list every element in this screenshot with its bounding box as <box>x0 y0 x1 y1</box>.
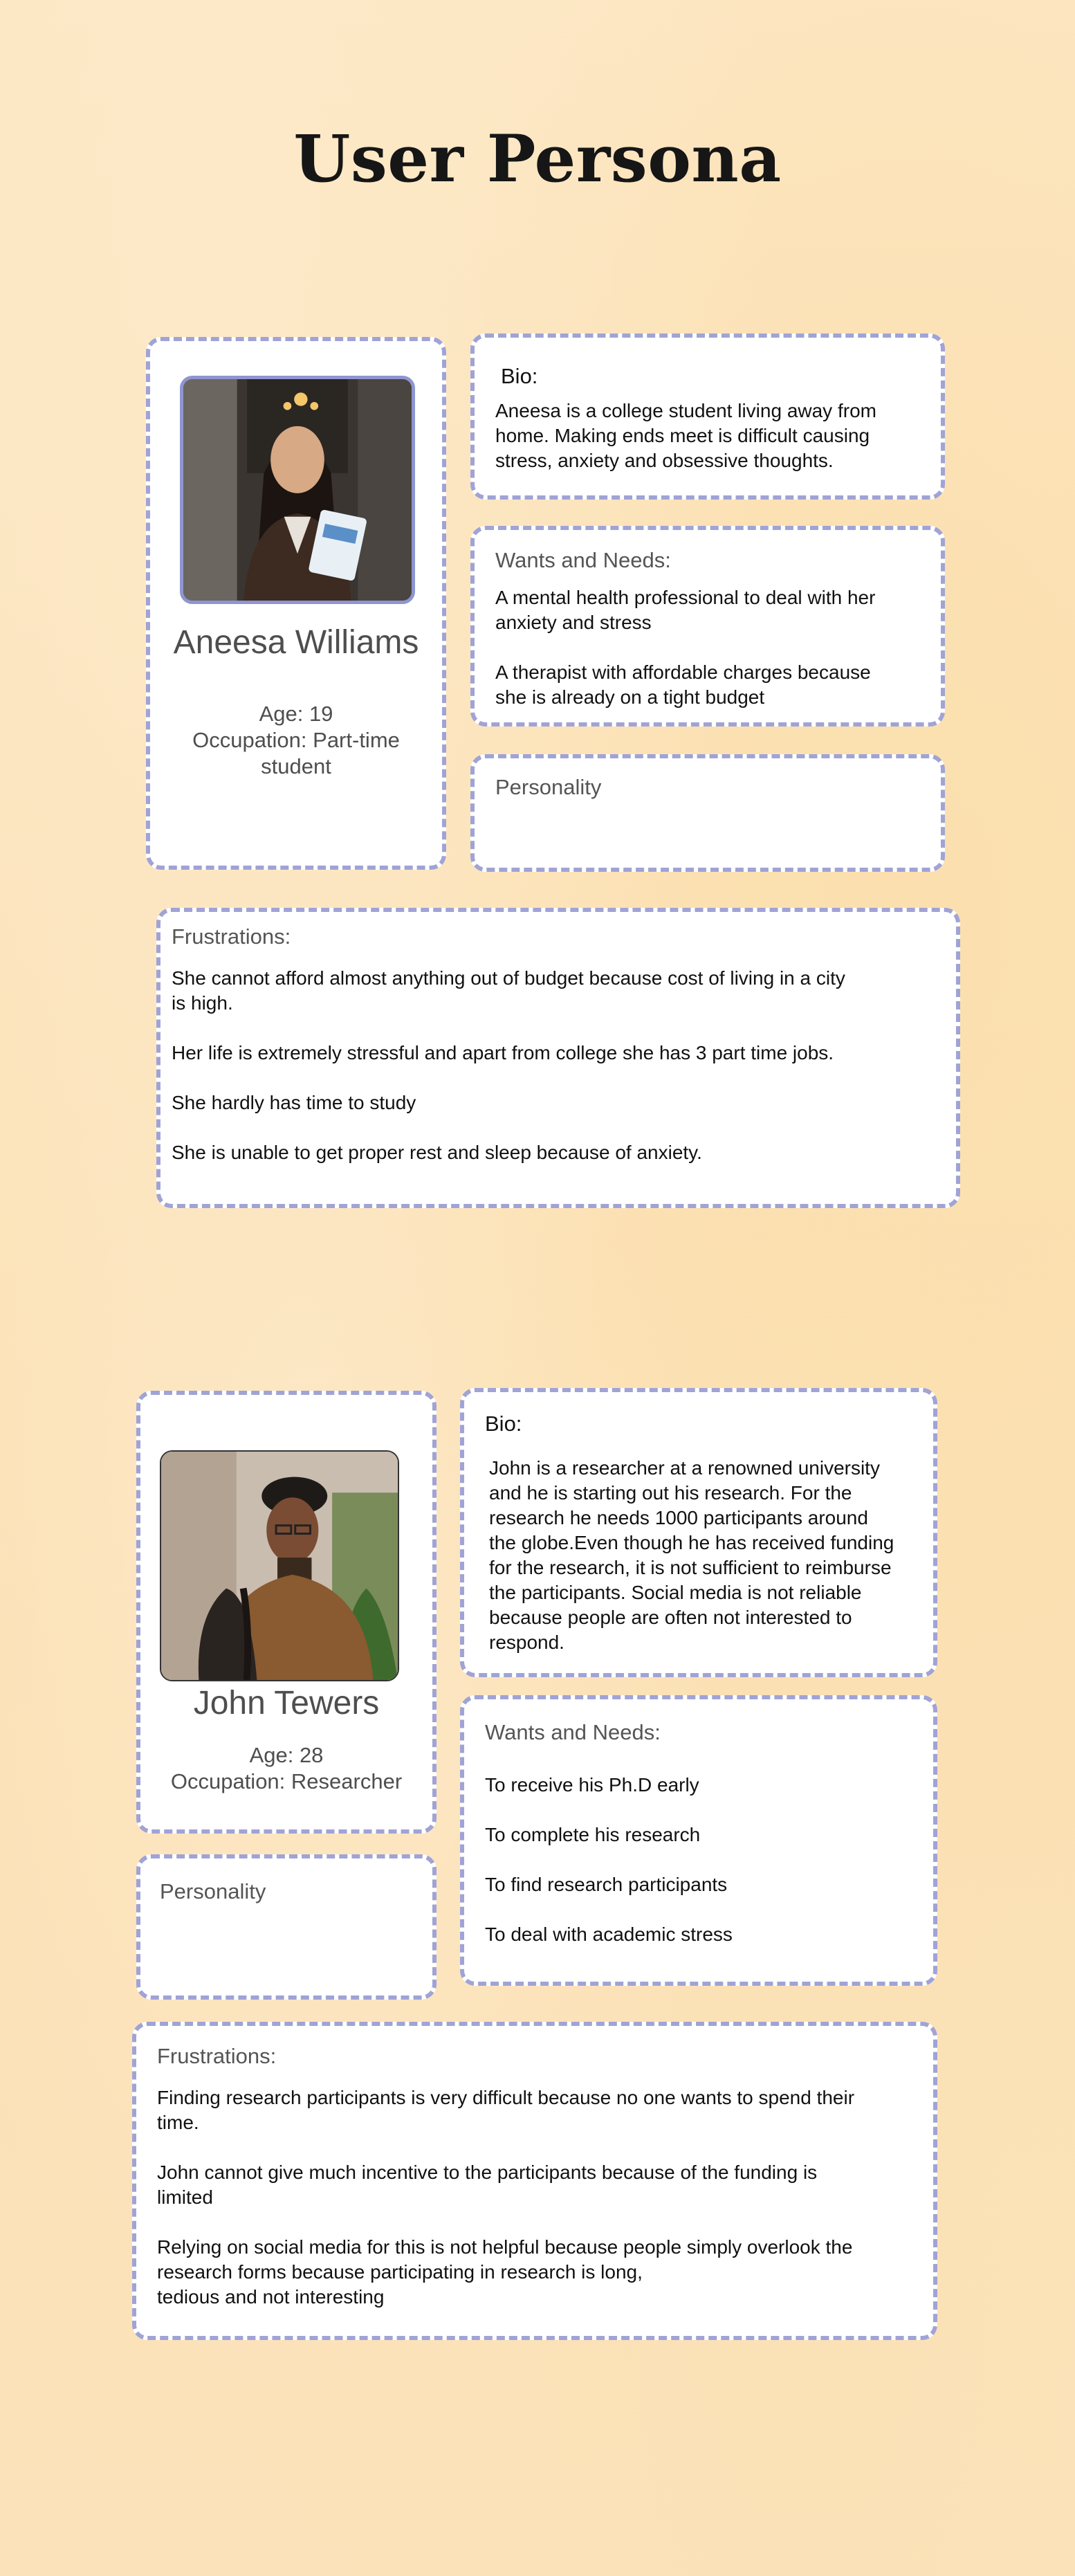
bio-heading: Bio: <box>501 364 538 388</box>
bio-line: stress, anxiety and obsessive thoughts. <box>495 450 834 471</box>
bio-line: Aneesa is a college student living away from <box>495 400 876 421</box>
man-researcher-photo-icon <box>161 1452 398 1680</box>
persona-age: Age: 28 <box>249 1743 324 1767</box>
page-title: User Persona <box>293 121 782 197</box>
personality-card <box>470 754 945 872</box>
profile-card <box>146 337 446 870</box>
profile-card <box>136 1391 437 1834</box>
frustration-line: Finding research participants is very difficult because no one wants to spend their <box>157 2087 855 2108</box>
profile-photo <box>160 1450 399 1681</box>
wants-line: To deal with academic stress <box>485 1924 733 1945</box>
bio-line: the globe.Even though he has received funding <box>489 1532 894 1553</box>
frustration-line: Relying on social media for this is not helpful because people simply overlook the <box>157 2236 853 2258</box>
frustration-line: John cannot give much incentive to the participants because of the funding is <box>157 2162 818 2183</box>
wants-line: To find research participants <box>485 1874 728 1895</box>
bio-line: research he needs 1000 participants around <box>489 1507 868 1528</box>
wants-heading: Wants and Needs: <box>485 1720 661 1744</box>
frustrations-card <box>132 2022 937 2340</box>
personality-heading: Personality <box>495 775 602 799</box>
persona-occupation: Occupation: Part-time <box>192 728 400 752</box>
frustration-line: Her life is extremely stressful and apart from college she has 3 part time jobs. <box>172 1042 834 1063</box>
bio-line: because people are often not interested to <box>489 1607 852 1628</box>
wants-line: she is already on a tight budget <box>495 686 765 708</box>
frustration-line: limited <box>157 2186 213 2208</box>
wants-needs-card <box>470 526 945 727</box>
woman-student-photo-icon <box>183 379 412 601</box>
bio-line: and he is starting out his research. For the <box>489 1482 852 1504</box>
frustrations-card <box>156 908 960 1208</box>
frustrations-heading: Frustrations: <box>157 2044 277 2068</box>
persona-name: John Tewers <box>193 1685 380 1721</box>
personality-card <box>136 1854 437 2000</box>
bio-line: the participants. Social media is not reliable <box>489 1582 862 1603</box>
bio-line: home. Making ends meet is difficult causing <box>495 425 870 446</box>
frustration-line: time. <box>157 2112 199 2133</box>
wants-needs-card <box>460 1695 937 1986</box>
frustration-line: tedious and not interesting <box>157 2286 385 2308</box>
wants-line: To complete his research <box>485 1824 701 1845</box>
bio-heading: Bio: <box>485 1412 522 1436</box>
frustration-line: She cannot afford almost anything out of budget because cost of living in a city <box>172 967 845 989</box>
frustration-line: She hardly has time to study <box>172 1092 416 1113</box>
bio-card <box>460 1388 937 1677</box>
wants-line: A mental health professional to deal with her <box>495 587 876 608</box>
wants-line: A therapist with affordable charges because <box>495 661 871 683</box>
wants-line: To receive his Ph.D early <box>485 1774 699 1796</box>
profile-photo <box>180 376 415 604</box>
frustrations-heading: Frustrations: <box>172 924 291 949</box>
persona-occupation-cont: student <box>261 754 331 778</box>
bio-line: for the research, it is not sufficient to reimburse <box>489 1557 892 1578</box>
bio-card <box>470 334 945 500</box>
wants-heading: Wants and Needs: <box>495 548 671 572</box>
frustration-line: She is unable to get proper rest and sleep because of anxiety. <box>172 1142 702 1163</box>
persona-name: Aneesa Williams <box>173 624 419 661</box>
personality-heading: Personality <box>160 1879 266 1903</box>
persona-occupation: Occupation: Researcher <box>170 1769 403 1793</box>
frustration-line: research forms because participating in research is long, <box>157 2261 643 2283</box>
bio-line: respond. <box>489 1632 564 1653</box>
frustration-line: is high. <box>172 992 233 1014</box>
persona-age: Age: 19 <box>259 702 333 726</box>
bio-line: John is a researcher at a renowned university <box>489 1457 880 1479</box>
wants-line: anxiety and stress <box>495 612 652 633</box>
